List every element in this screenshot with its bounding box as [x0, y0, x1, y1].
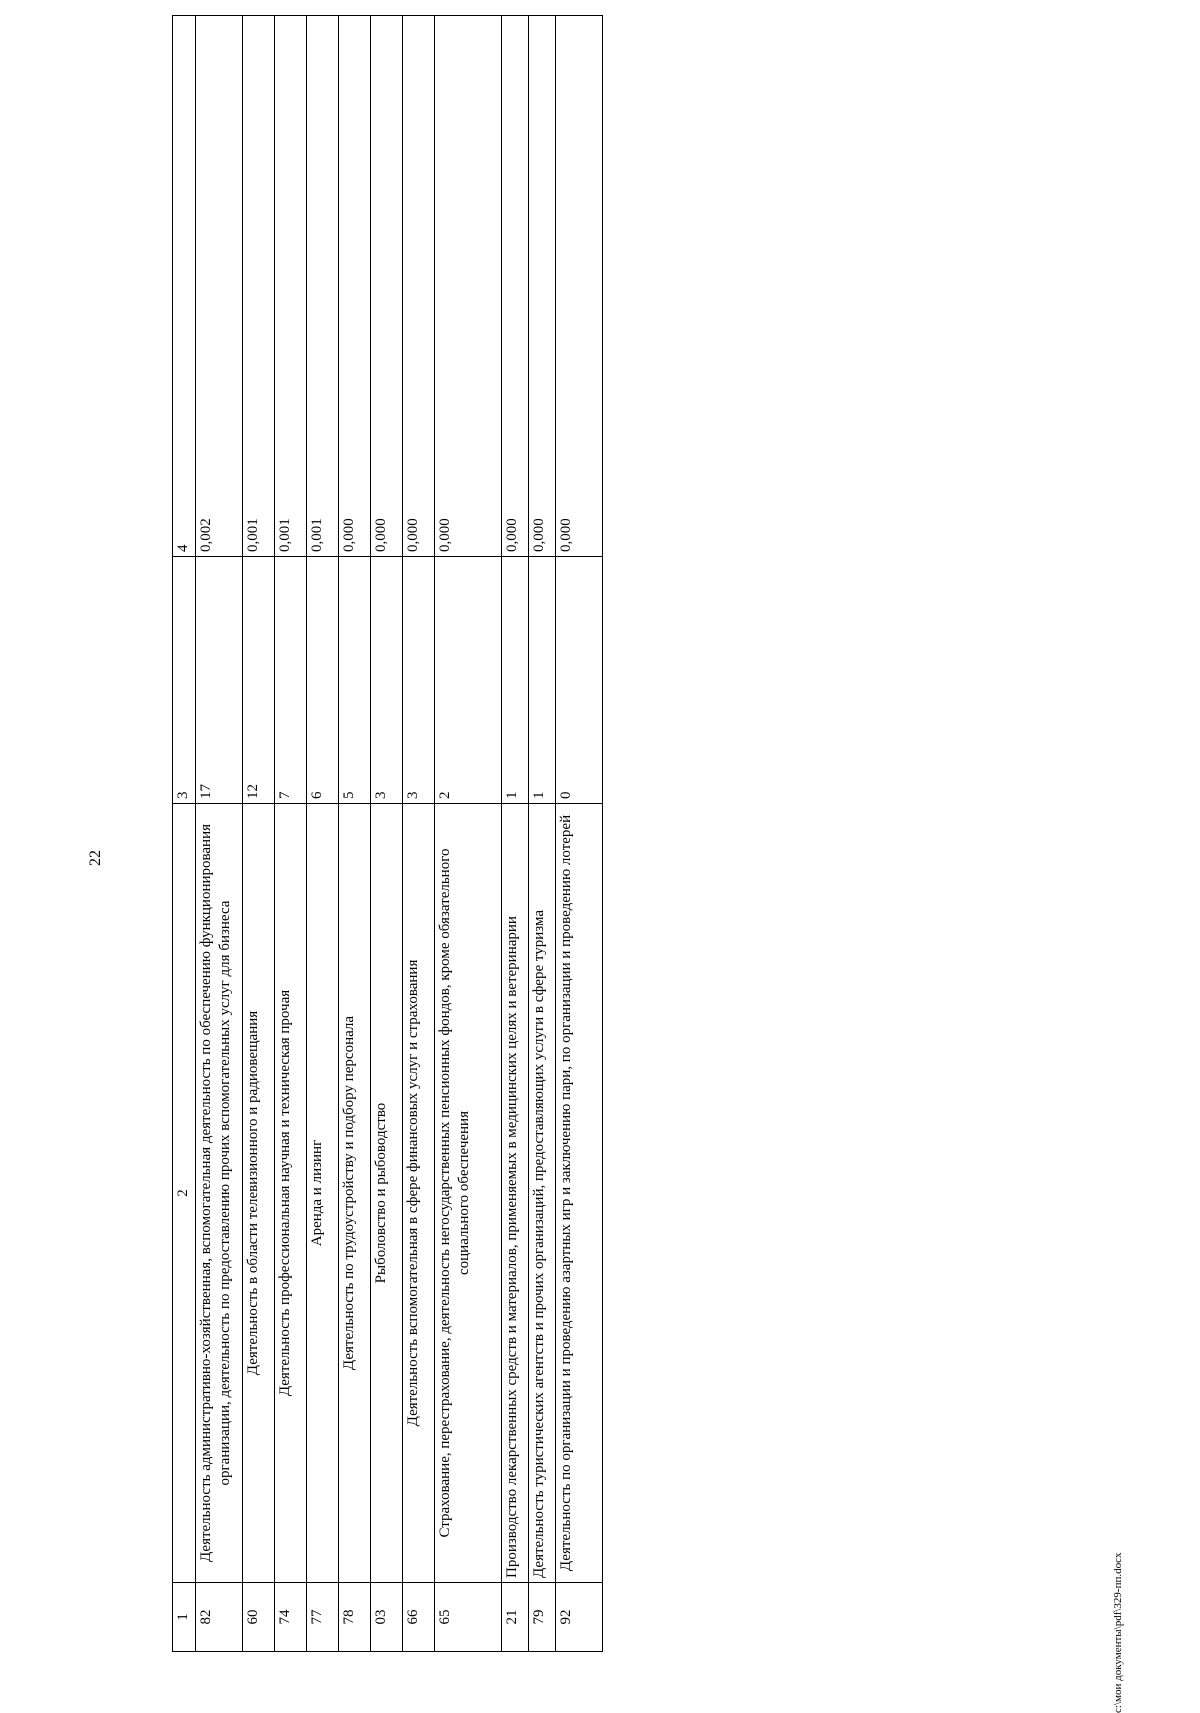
cell-code: 92	[556, 1583, 603, 1652]
table-row	[556, 16, 603, 1652]
table-row	[275, 16, 307, 1652]
cell-count: 2	[435, 557, 502, 804]
cell-name: Деятельность вспомогательная в сфере финансовых услуг и страхования	[403, 804, 435, 1583]
cell-code: 79	[529, 1583, 556, 1652]
cell-code: 60	[243, 1583, 275, 1652]
cell-count: 0	[556, 557, 603, 804]
cell-count: 7	[275, 557, 307, 804]
cell-name: Страхование, перестрахование, деятельность негосударственных пенсионных фондов, кроме обязательного социального обеспечения	[435, 804, 502, 1583]
cell-code: 21	[502, 1583, 529, 1652]
cell-count: 1	[529, 557, 556, 804]
cell-count: 12	[243, 557, 275, 804]
cell-name: Производство лекарственных средств и материалов, применяемых в медицинских целях и ветеринарии	[502, 804, 529, 1583]
table-row	[339, 16, 371, 1652]
footer-file-path: c:\мои документы\pdf\329-пп.docx	[1112, 1552, 1124, 1713]
cell-code: 77	[307, 1583, 339, 1652]
table-row	[435, 16, 502, 1652]
cell-share: 0,000	[339, 16, 371, 557]
cell-share: 0,000	[403, 16, 435, 557]
cell-count: 5	[339, 557, 371, 804]
cell-code: 65	[435, 1583, 502, 1652]
cell-share: 0,000	[529, 16, 556, 557]
cell-count: 3	[403, 557, 435, 804]
table-row	[243, 16, 275, 1652]
cell-count: 17	[196, 557, 243, 804]
table-container	[172, 52, 600, 1652]
header-col-3: 3	[173, 557, 196, 804]
cell-share: 0,001	[275, 16, 307, 557]
table-row	[502, 16, 529, 1652]
cell-name: Деятельность профессиональная научная и техническая прочая	[275, 804, 307, 1583]
table-row	[307, 16, 339, 1652]
table-row	[403, 16, 435, 1652]
cell-name: Деятельность в области телевизионного и радиовещания	[243, 804, 275, 1583]
cell-count: 1	[502, 557, 529, 804]
cell-share: 0,002	[196, 16, 243, 557]
cell-code: 78	[339, 1583, 371, 1652]
cell-name: Аренда и лизинг	[307, 804, 339, 1583]
data-table	[172, 15, 603, 1652]
cell-share: 0,000	[435, 16, 502, 557]
table-row	[196, 16, 243, 1652]
cell-share: 0,001	[307, 16, 339, 557]
cell-count: 6	[307, 557, 339, 804]
cell-name: Деятельность по организации и проведению азартных игр и заключению пари, по организации и проведению лотерей	[556, 804, 603, 1583]
cell-code: 82	[196, 1583, 243, 1652]
table-row	[529, 16, 556, 1652]
cell-code: 03	[371, 1583, 403, 1652]
header-col-4: 4	[173, 16, 196, 557]
cell-name: Деятельность административно-хозяйственная, вспомогательная деятельность по обеспечению функционирования организации, деятельность по предоставлению прочих вспомогательных услуг для бизнеса	[196, 804, 243, 1583]
cell-share: 0,001	[243, 16, 275, 557]
page-number: 22	[87, 850, 104, 866]
cell-name: Деятельность туристических агентств и прочих организаций, предоставляющих услуги в сфере туризма	[529, 804, 556, 1583]
rotated-table-frame	[172, 52, 600, 1652]
cell-code: 66	[403, 1583, 435, 1652]
header-col-1: 1	[173, 1583, 196, 1652]
cell-name: Деятельность по трудоустройству и подбору персонала	[339, 804, 371, 1583]
table-row	[371, 16, 403, 1652]
cell-share: 0,000	[502, 16, 529, 557]
cell-name: Рыболовство и рыбоводство	[371, 804, 403, 1583]
cell-share: 0,000	[371, 16, 403, 557]
header-col-2: 2	[173, 804, 196, 1583]
cell-count: 3	[371, 557, 403, 804]
cell-share: 0,000	[556, 16, 603, 557]
table-header-row	[173, 16, 196, 1652]
cell-code: 74	[275, 1583, 307, 1652]
